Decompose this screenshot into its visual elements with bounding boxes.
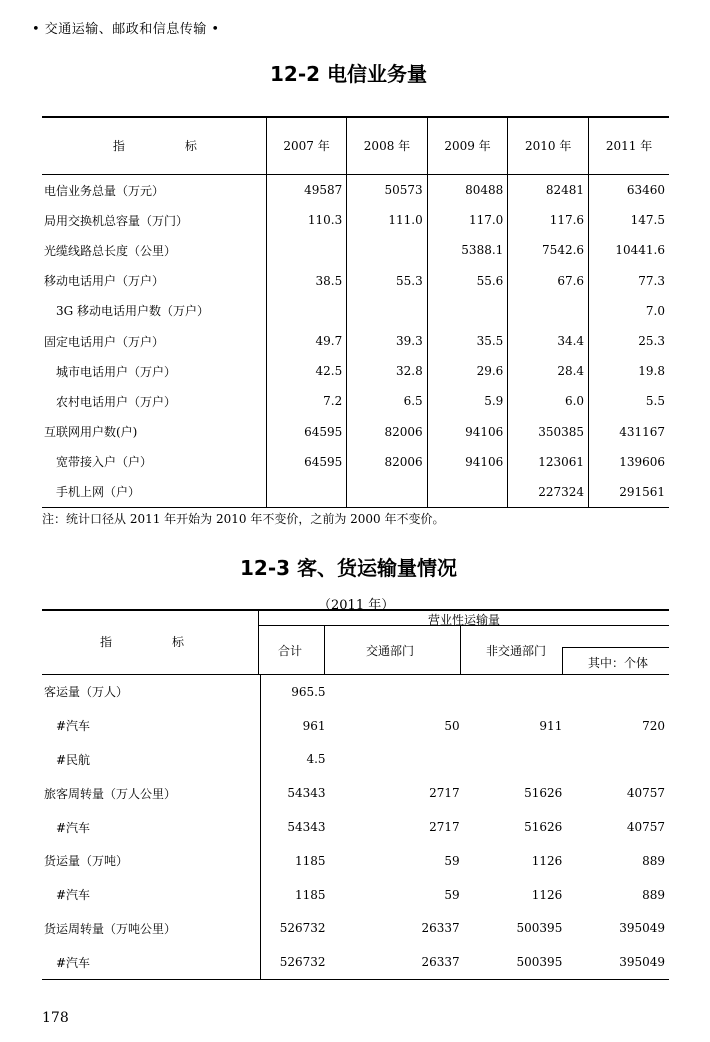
cell: 82006 bbox=[347, 447, 427, 477]
cell: 80488 bbox=[427, 175, 508, 206]
row-label: 货运量（万吨） bbox=[44, 854, 129, 869]
cell: 526732 bbox=[260, 912, 329, 946]
row-label: 宽带接入户（户） bbox=[56, 455, 153, 470]
cell: 50573 bbox=[347, 175, 427, 206]
cell: 51626 bbox=[524, 820, 563, 835]
table2-header-divider bbox=[324, 625, 325, 675]
cell: 38.5 bbox=[266, 266, 346, 296]
row-label: #民航 bbox=[56, 752, 91, 767]
row-label: 农村电话用户（万户） bbox=[56, 394, 177, 409]
table-row bbox=[42, 743, 669, 777]
cell: 29.6 bbox=[427, 356, 508, 386]
cell: 25.3 bbox=[589, 326, 669, 356]
col-header-individual: 其中：个体 bbox=[588, 656, 649, 670]
row-label: 旅客周转量（万人公里） bbox=[44, 786, 177, 801]
cell: 10441.6 bbox=[589, 235, 669, 265]
row-label: 互联网用户数(户) bbox=[44, 425, 138, 440]
cell bbox=[347, 296, 427, 326]
cell bbox=[427, 296, 508, 326]
cell: 2717 bbox=[429, 786, 460, 801]
table-row bbox=[42, 175, 669, 206]
cell: 350385 bbox=[508, 417, 589, 447]
cell: 5.9 bbox=[427, 386, 508, 416]
row-label: #汽车 bbox=[56, 888, 91, 903]
indicator-header: 指 标 bbox=[42, 116, 266, 175]
table2-header-divider bbox=[562, 647, 563, 675]
table2-subtitle: （2011 年） bbox=[318, 598, 395, 613]
cell: 6.5 bbox=[347, 386, 427, 416]
row-label: 货运周转量（万吨公里） bbox=[44, 921, 177, 936]
cell: 1126 bbox=[531, 853, 563, 868]
table-row bbox=[42, 296, 669, 326]
cell bbox=[330, 675, 464, 709]
row-label: #汽车 bbox=[56, 719, 91, 734]
cell bbox=[508, 296, 589, 326]
cell: 911 bbox=[539, 718, 563, 733]
page-number: 178 bbox=[42, 1010, 69, 1026]
group-header: 营业性运输量 bbox=[428, 613, 501, 627]
table-row bbox=[42, 878, 669, 912]
cell: 7.0 bbox=[589, 296, 669, 326]
table-row bbox=[42, 447, 669, 477]
row-label: 城市电话用户（万户） bbox=[56, 364, 177, 379]
table-row bbox=[42, 266, 669, 296]
cell: 395049 bbox=[619, 921, 665, 936]
row-label: #汽车 bbox=[56, 820, 91, 835]
indicator-header: 指 标 bbox=[100, 635, 185, 649]
cell: 526732 bbox=[260, 945, 329, 979]
year-header: 2010 年 bbox=[508, 116, 589, 175]
cell: 500395 bbox=[516, 955, 563, 970]
cell: 40757 bbox=[626, 820, 665, 835]
telecom-table bbox=[42, 116, 669, 508]
cell bbox=[330, 743, 464, 777]
table-row bbox=[42, 675, 669, 709]
table-row bbox=[42, 776, 669, 810]
cell: 7.2 bbox=[266, 386, 346, 416]
cell: 1126 bbox=[531, 887, 563, 902]
table2-header-divider bbox=[460, 625, 461, 675]
cell: 111.0 bbox=[347, 205, 427, 235]
cell: 59 bbox=[444, 887, 460, 902]
row-label: 固定电话用户（万户） bbox=[44, 334, 165, 349]
table-row bbox=[42, 235, 669, 265]
year-header: 2009 年 bbox=[427, 116, 508, 175]
cell: 961 bbox=[260, 709, 329, 743]
cell: 35.5 bbox=[427, 326, 508, 356]
cell: 49587 bbox=[266, 175, 346, 206]
cell: 64595 bbox=[266, 417, 346, 447]
table-row bbox=[42, 205, 669, 235]
cell: 94106 bbox=[427, 447, 508, 477]
cell bbox=[566, 743, 669, 777]
col-header-total: 合计 bbox=[278, 644, 303, 658]
cell: 51626 bbox=[524, 786, 563, 801]
cell: 19.8 bbox=[589, 356, 669, 386]
cell: 94106 bbox=[427, 417, 508, 447]
year-header: 2007 年 bbox=[266, 116, 346, 175]
cell: 50 bbox=[444, 718, 460, 733]
cell: 889 bbox=[642, 887, 665, 902]
cell: 117.0 bbox=[427, 205, 508, 235]
table2-top-rule bbox=[42, 609, 669, 611]
table1-title: 12-2 电信业务量 bbox=[270, 62, 428, 86]
cell: 110.3 bbox=[266, 205, 346, 235]
transport-table bbox=[42, 675, 669, 980]
cell: 67.6 bbox=[508, 266, 589, 296]
year-header: 2011 年 bbox=[589, 116, 669, 175]
cell: 59 bbox=[444, 853, 460, 868]
cell bbox=[464, 675, 567, 709]
table-row bbox=[42, 709, 669, 743]
cell: 1185 bbox=[260, 878, 329, 912]
table1-note: 注：统计口径从 2011 年开始为 2010 年不变价，之前为 2000 年不变价。 bbox=[42, 512, 445, 526]
cell bbox=[347, 235, 427, 265]
cell: 1185 bbox=[260, 844, 329, 878]
table-row bbox=[42, 417, 669, 447]
cell: 5388.1 bbox=[427, 235, 508, 265]
row-label: #汽车 bbox=[56, 955, 91, 970]
col-header-non-transport: 非交通部门 bbox=[486, 644, 547, 658]
cell bbox=[347, 477, 427, 508]
cell bbox=[464, 743, 567, 777]
cell: 54343 bbox=[260, 776, 329, 810]
row-label: 手机上网（户） bbox=[56, 485, 141, 500]
cell bbox=[566, 675, 669, 709]
cell: 395049 bbox=[619, 955, 665, 970]
row-label: 光缆线路总长度（公里） bbox=[44, 243, 177, 258]
row-label: 客运量（万人） bbox=[44, 685, 129, 700]
cell: 227324 bbox=[508, 477, 589, 508]
cell: 431167 bbox=[589, 417, 669, 447]
table1-header-row bbox=[42, 116, 669, 175]
row-label: 移动电话用户（万户） bbox=[44, 274, 165, 289]
cell: 32.8 bbox=[347, 356, 427, 386]
cell: 26337 bbox=[421, 955, 460, 970]
table-row bbox=[42, 810, 669, 844]
cell: 63460 bbox=[589, 175, 669, 206]
cell: 82481 bbox=[508, 175, 589, 206]
cell: 82006 bbox=[347, 417, 427, 447]
row-label: 局用交换机总容量（万门） bbox=[44, 213, 189, 228]
table2-header-divider bbox=[258, 609, 259, 675]
cell: 7542.6 bbox=[508, 235, 589, 265]
cell: 39.3 bbox=[347, 326, 427, 356]
cell: 34.4 bbox=[508, 326, 589, 356]
running-head: • 交通运输、邮政和信息传输 • bbox=[32, 22, 220, 37]
cell: 77.3 bbox=[589, 266, 669, 296]
cell: 5.5 bbox=[589, 386, 669, 416]
cell: 500395 bbox=[516, 921, 563, 936]
cell: 4.5 bbox=[260, 743, 329, 777]
table-row bbox=[42, 386, 669, 416]
year-header: 2008 年 bbox=[347, 116, 427, 175]
cell: 147.5 bbox=[589, 205, 669, 235]
col-header-transport: 交通部门 bbox=[366, 644, 415, 658]
cell: 49.7 bbox=[266, 326, 346, 356]
cell: 40757 bbox=[626, 786, 665, 801]
cell: 55.6 bbox=[427, 266, 508, 296]
cell bbox=[427, 477, 508, 508]
cell: 139606 bbox=[589, 447, 669, 477]
cell: 117.6 bbox=[508, 205, 589, 235]
cell: 6.0 bbox=[508, 386, 589, 416]
table-row bbox=[42, 326, 669, 356]
cell: 720 bbox=[642, 718, 665, 733]
cell: 123061 bbox=[508, 447, 589, 477]
cell: 55.3 bbox=[347, 266, 427, 296]
cell: 291561 bbox=[589, 477, 669, 508]
table-row bbox=[42, 844, 669, 878]
cell bbox=[266, 477, 346, 508]
table-row bbox=[42, 912, 669, 946]
cell: 28.4 bbox=[508, 356, 589, 386]
cell: 2717 bbox=[429, 820, 460, 835]
cell: 42.5 bbox=[266, 356, 346, 386]
cell: 889 bbox=[642, 853, 665, 868]
cell: 64595 bbox=[266, 447, 346, 477]
cell: 26337 bbox=[421, 921, 460, 936]
cell: 54343 bbox=[260, 810, 329, 844]
table2-title: 12-3 客、货运输量情况 bbox=[240, 556, 458, 580]
row-label: 3G 移动电话用户数（万户） bbox=[56, 304, 210, 319]
cell bbox=[266, 296, 346, 326]
table-row bbox=[42, 477, 669, 508]
table2-subgroup-rule bbox=[562, 647, 669, 648]
cell bbox=[266, 235, 346, 265]
table-row bbox=[42, 356, 669, 386]
table-row bbox=[42, 945, 669, 979]
row-label: 电信业务总量（万元） bbox=[44, 183, 165, 198]
cell: 965.5 bbox=[260, 675, 329, 709]
